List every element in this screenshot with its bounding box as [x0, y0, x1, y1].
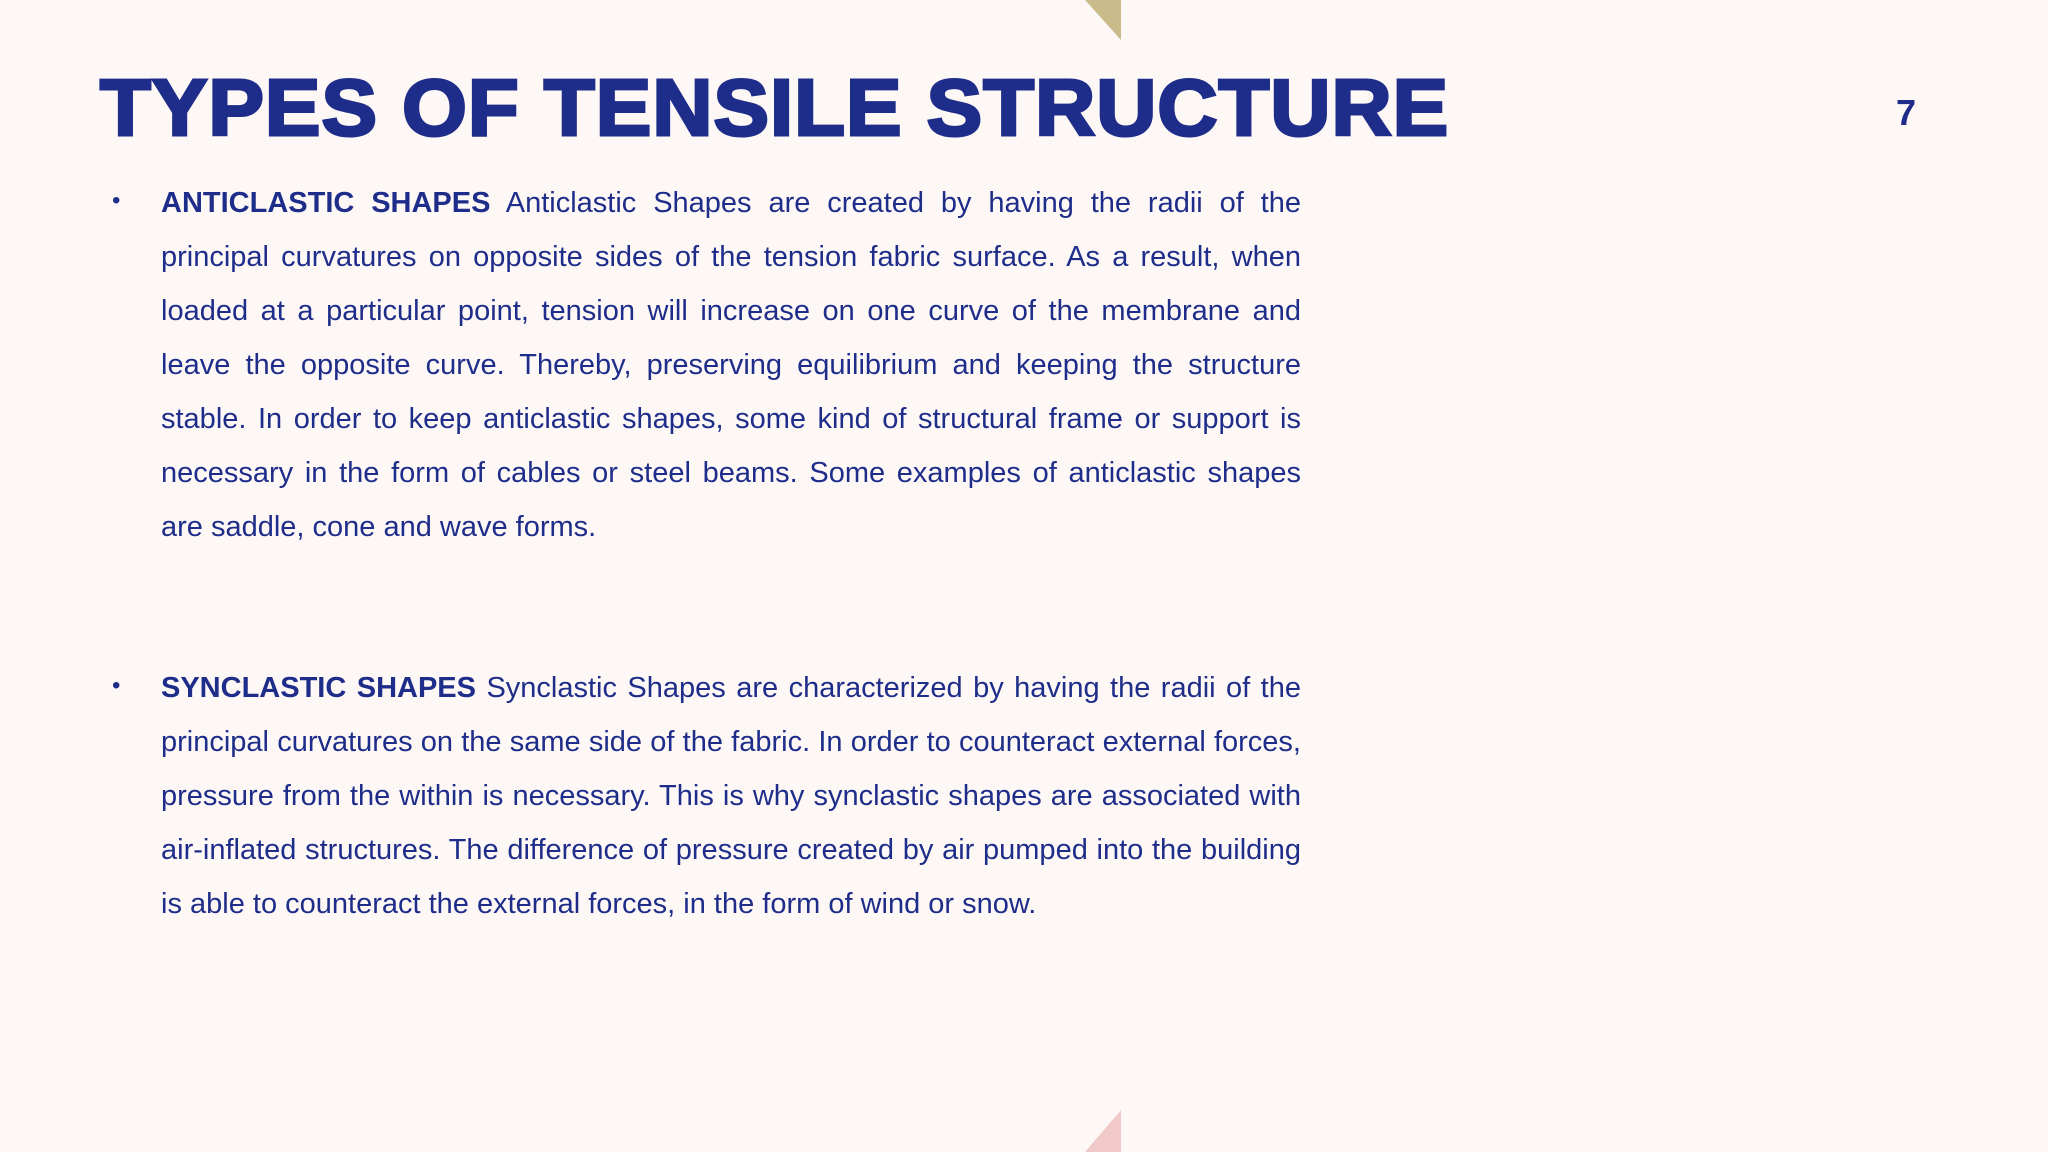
slide-title: TYPES OF TENSILE STRUCTURE — [100, 63, 1450, 152]
bullet-heading-anticlastic: ANTICLASTIC SHAPES — [161, 187, 491, 219]
bullet-marker: • — [112, 672, 121, 699]
decorative-triangle-top — [1085, 0, 1121, 40]
decorative-triangle-bottom — [1085, 1110, 1121, 1152]
bullet-heading-synclastic: SYNCLASTIC SHAPES — [161, 672, 476, 704]
bullet-text-anticlastic: Anticlastic Shapes are created by having the radii of the principal curvatures on opposite sides of the tension fabric surface. As a result, when loaded at a particular point, tension will increase on one curve of the membrane and leave the opposite curve. Thereby, preserving equilibrium and keeping the structure stable. In order to keep anticlastic shapes, some kind of structural frame or support is necessary in the form of cables or steel beams. Some examples of anticlastic shapes are saddle, cone and wave forms. — [161, 187, 1301, 543]
bullet-marker: • — [112, 187, 121, 214]
bullet-synclastic — [161, 661, 1301, 931]
bullet-anticlastic — [161, 176, 1301, 554]
page-number: 7 — [1896, 92, 1917, 133]
bullet-text-synclastic: Synclastic Shapes are characterized by having the radii of the principal curvatures on the same side of the fabric. In order to counteract external forces, pressure from the within is necessary. This is why synclastic shapes are associated with air-inflated structures. The difference of pressure created by air pumped into the building is able to counteract the external forces, in the form of wind or snow. — [161, 672, 1301, 920]
